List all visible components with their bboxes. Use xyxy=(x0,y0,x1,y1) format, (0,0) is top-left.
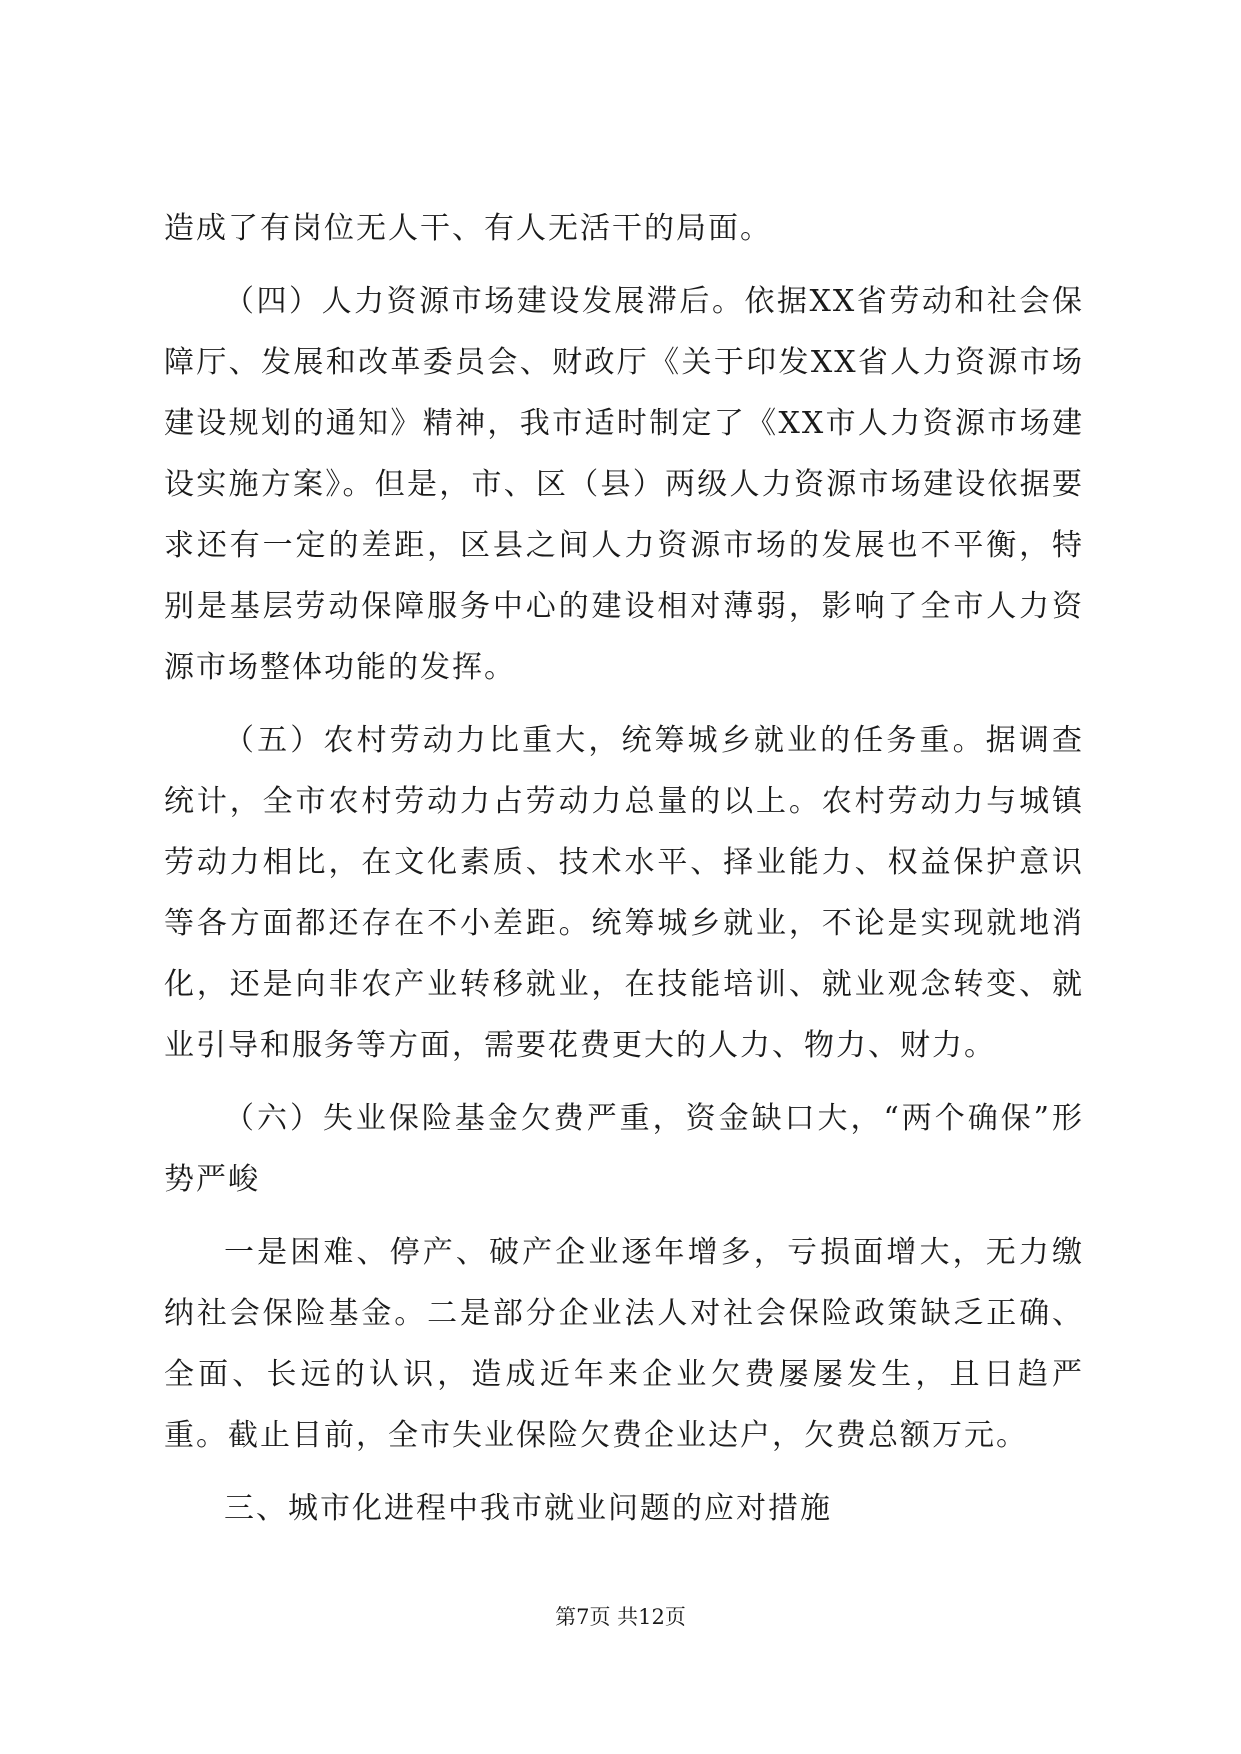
paragraph-section-6-heading: （六）失业保险基金欠费严重，资金缺口大，“两个确保”形势严峻 xyxy=(164,1101,1084,1197)
page-number-footer: 第7页 共12页 xyxy=(555,1605,686,1629)
paragraph-section-4: （四）人力资源市场建设发展滞后。依据XX省劳动和社会保障厅、发展和改革委员会、财政厅《关于印发XX省人力资源市场建设规划的通知》精神，我市适时制定了《XX市人力资源市场建设实施方案》。但是，市、区（县）两级人力资源市场建设依据要求还有一定的差距，区县之间人力资源市场的发展也不平衡，特别是基层劳动保障服务中心的建设相对薄弱，影响了全市人力资源市场整体功能的发挥。 xyxy=(164,284,1084,685)
paragraph-section-5: （五）农村劳动力比重大，统筹城乡就业的任务重。据调查统计，全市农村劳动力占劳动力总量的以上。农村劳动力与城镇劳动力相比，在文化素质、技术水平、择业能力、权益保护意识等各方面都还存在不小差距。统筹城乡就业，不论是实现就地消化，还是向非农产业转移就业，在技能培训、就业观念转变、就业引导和服务等方面，需要花费更大的人力、物力、财力。 xyxy=(164,723,1084,1063)
paragraph-section-6-body: 一是困难、停产、破产企业逐年增多，亏损面增大，无力缴纳社会保险基金。二是部分企业法人对社会保险政策缺乏正确、全面、长远的认识，造成近年来企业欠费屡屡发生，且日趋严重。截止目前，全市失业保险欠费企业达户，欠费总额万元。 xyxy=(164,1235,1084,1453)
paragraph-continuation: 造成了有岗位无人干、有人无活干的局面。 xyxy=(164,211,772,246)
section-3-heading: 三、城市化进程中我市就业问题的应对措施 xyxy=(224,1491,832,1526)
document-body xyxy=(164,198,1084,1539)
